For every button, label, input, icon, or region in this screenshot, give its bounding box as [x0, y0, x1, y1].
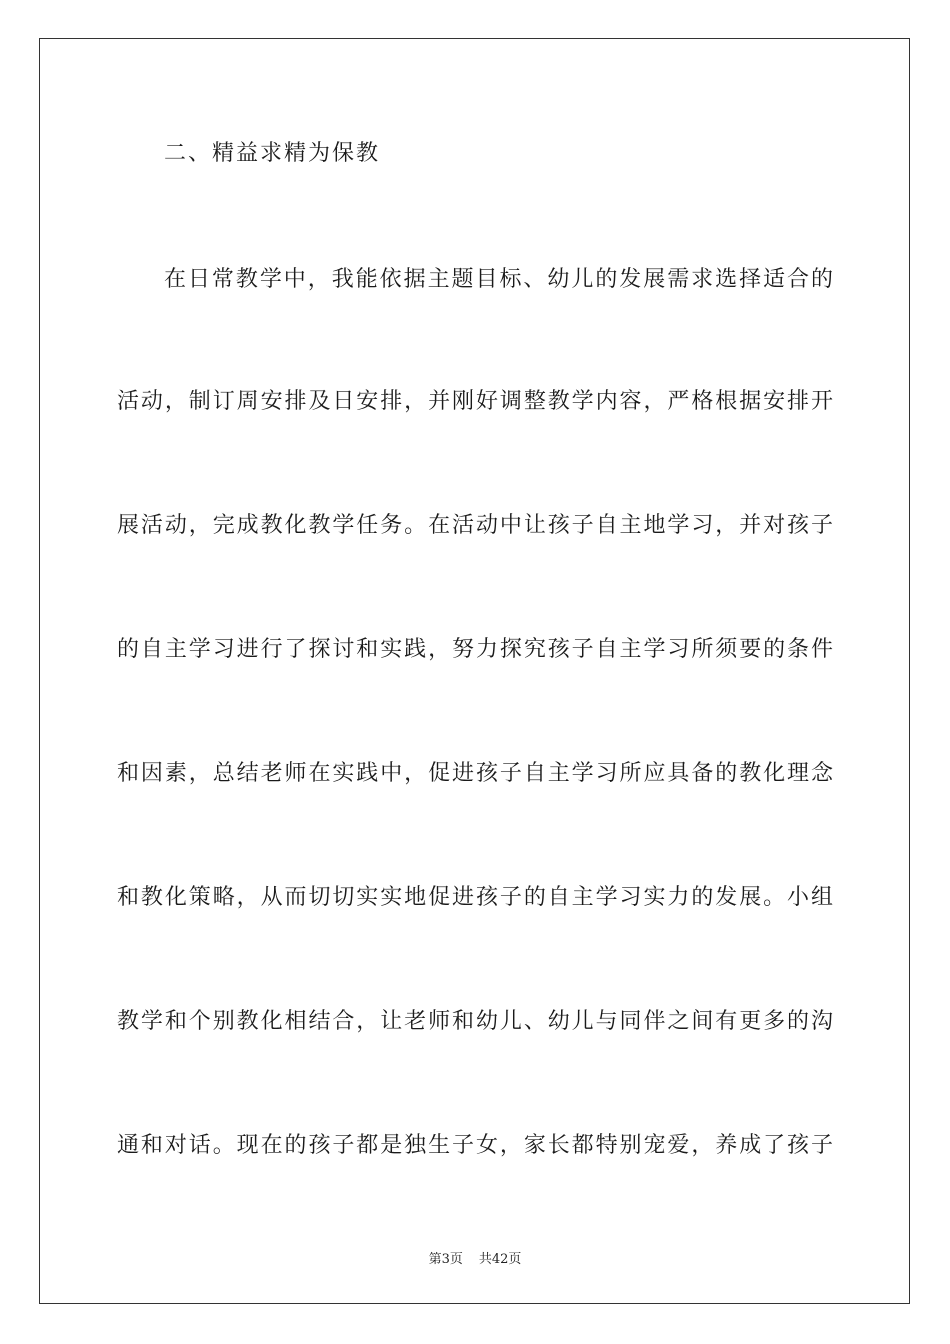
- page-border: [39, 38, 910, 1304]
- page-number: 第3页: [428, 1252, 463, 1267]
- paragraph-line: 通和对话。现在的孩子都是独生子女，家长都特别宠爱，养成了孩子: [117, 1133, 833, 1158]
- paragraph-line: 活动，制订周安排及日安排，并刚好调整教学内容，严格根据安排开: [117, 389, 833, 414]
- paragraph-line: 在日常教学中，我能依据主题目标、幼儿的发展需求选择适合的: [164, 267, 833, 292]
- page-total: 共42页: [478, 1252, 522, 1267]
- paragraph-line: 和教化策略，从而切切实实地促进孩子的自主学习实力的发展。小组: [117, 885, 833, 910]
- section-heading: 二、精益求精为保教: [164, 141, 381, 166]
- paragraph-line: 展活动，完成教化教学任务。在活动中让孩子自主地学习，并对孩子: [117, 513, 833, 538]
- paragraph-line: 和因素，总结老师在实践中，促进孩子自主学习所应具备的教化理念: [117, 761, 833, 786]
- paragraph-line: 的自主学习进行了探讨和实践，努力探究孩子自主学习所须要的条件: [117, 637, 833, 662]
- paragraph-line: 教学和个别教化相结合，让老师和幼儿、幼儿与同伴之间有更多的沟: [117, 1009, 833, 1034]
- page-footer: [0, 1248, 950, 1267]
